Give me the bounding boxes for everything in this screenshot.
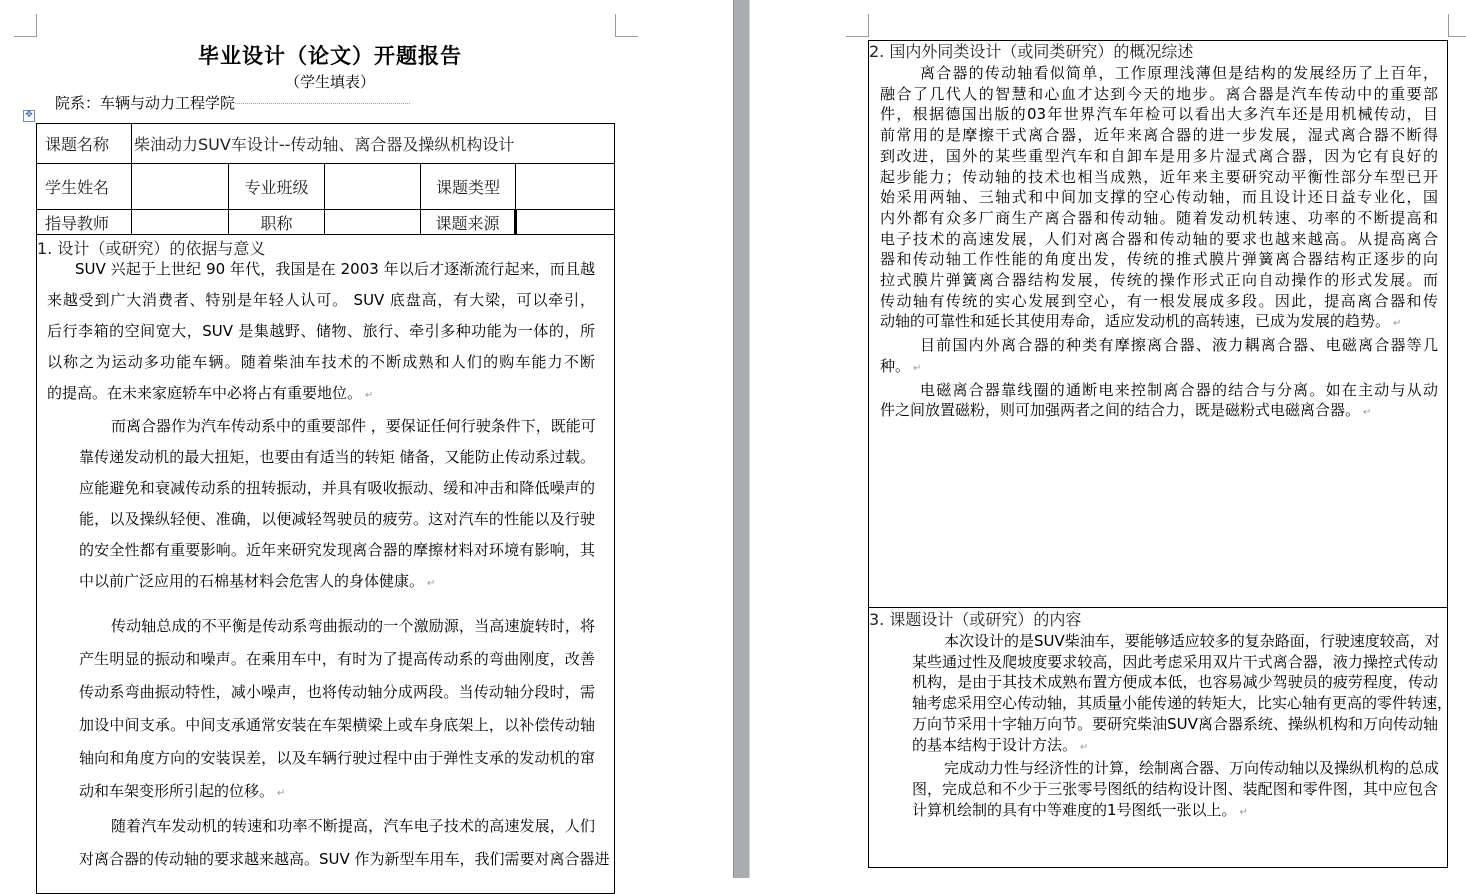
text-line: 目前国内外离合器的种类有摩擦离合器、液力耦离合器、电磁离合器等几 [920, 336, 1438, 355]
title-value[interactable] [325, 210, 421, 235]
section-3-heading: 3. 课题设计（或研究）的内容 [869, 610, 1082, 629]
text-line: 后行李箱的空间宽大，SUV 是集越野、储物、旅行、牵引多种功能为一体的，所 [47, 322, 595, 340]
class-value[interactable] [325, 164, 421, 210]
text-line: 加设中间支承。中间支承通常安装在车架横梁上或车身底架上，以补偿传动轴 [79, 716, 595, 734]
text-line: 轴考虑采用空心传动轴，其质量小能传递的转矩大，比实心轴有更高的零件转速， [912, 694, 1453, 713]
paragraph [47, 810, 610, 876]
page-corner-mark [14, 14, 37, 37]
fill-leader [235, 103, 410, 104]
department-line [55, 92, 410, 113]
advisor-value[interactable] [132, 210, 229, 235]
text-line: 对离合器的传动轴的要求越来越高。SUV 作为新型车用车，我们需要对离合器进 [79, 850, 610, 868]
topic-value[interactable]: 柴油动力SUV车设计--传动轴、离合器及操纵机构设计 [132, 124, 615, 164]
section-1-body [47, 254, 610, 876]
text-line: 随着汽车发动机的转速和功率不断提高，汽车电子技术的高速发展，人们 [111, 817, 595, 835]
text-line: 某些通过性及爬坡度要求较高，因此考虑采用双片干式离合器，液力操控式传动 [912, 652, 1438, 671]
paragraph [47, 610, 595, 810]
text-line: 件，根据德国出版的03年世界汽车年检可以看出大多汽车还是用机械传动，目 [880, 105, 1438, 124]
text-line: 而离合器作为汽车传动系中的重要部件 ，要保证任何行驶条件下，既能可 [111, 417, 596, 435]
paragraph [880, 335, 1438, 379]
page-corner-mark [1448, 14, 1466, 37]
text-line: 的提高。在未来家庭轿车中必将占有重要地位。 ↵ [47, 378, 595, 411]
section-2-cell[interactable] [869, 41, 1439, 424]
page-corner-mark [846, 14, 869, 37]
section-3-cell[interactable] [869, 609, 1453, 823]
department-label: 院系：车辆与动力工程学院 [55, 94, 236, 112]
cell-divider [869, 607, 1447, 608]
text-line: 前常用的是摩擦干式离合器，近年来离合器的进一步发展，湿式离合器不断得 [880, 126, 1438, 145]
text-line: 本次设计的是SUV柴油车，要能够适应较多的复杂路面，行驶速度较高，对 [944, 632, 1440, 650]
source-label: 课题来源 [421, 210, 516, 235]
text-line: 离合器的传动轴看似简单，工作原理浅薄但是结构的发展经历了上百年， [920, 64, 1438, 82]
text-line: 靠传递发动机的最大扭矩，也要由有适当的转矩 储备，又能防止传动系过载。 [79, 448, 595, 466]
student-value[interactable] [132, 164, 229, 210]
paragraph [47, 254, 595, 411]
text-line: 传动轴总成的不平衡是传动系弯曲振动的一个激励源，当高速旋转时，将 [111, 617, 595, 635]
text-line: 到改进，国外的某些重型汽车和自卸车是用多片湿式离合器，因为它有良好的 [880, 146, 1438, 165]
text-line: 以称之为运动多功能车辆。随着柴油车技术的不断成熟和人们的购车能力不断 [47, 353, 595, 371]
section-2-heading: 2. 国内外同类设计（或同类研究）的概况综述 [869, 42, 1194, 61]
text-line: 拉式膜片弹簧离合器结构发展，传统的操作形式正向自动操作的形式发展。而 [880, 271, 1438, 290]
text-line: 起步能力；传动轴的技术也相当成熟，近年来主要研究动平衡性部分车型已开 [880, 167, 1438, 186]
text-line: 的基本结构于设计方法。 ↵ [880, 735, 1438, 759]
text-line: 计算机绘制的具有中等难度的1号图纸一张以上。 ↵ [880, 800, 1438, 824]
text-line: 中以前广泛应用的石棉基材料会危害人的身体健康。 ↵ [47, 566, 595, 599]
text-line: 始采用两轴、三轴式和中间加支撑的空心传动轴，而且设计还日益专业化，国 [880, 188, 1438, 207]
text-line: 动轴的可靠性和延长其使用寿命，适应发动机的高转速，已成为发展的趋势。 ↵ [880, 311, 1438, 335]
paragraph [880, 758, 1438, 823]
source-value[interactable] [516, 210, 615, 235]
text-line: 能，以及操纵轻便、准确，以便减轻驾驶员的疲劳。这对汽车的性能以及行驶 [79, 510, 595, 528]
text-line: 图，完成总和不少于三张零号图纸的结构设计图、装配图和零件图，其中应包含 [912, 779, 1438, 798]
info-table [36, 123, 615, 235]
topic-label: 课题名称 [37, 124, 132, 164]
section-1-heading: 1. 设计（或研究）的依据与意义 [37, 239, 266, 258]
text-line: 产生明显的振动和噪声。在乘用车中，有时为了提高传动系的弯曲刚度，改善 [79, 650, 595, 668]
text-line: SUV 兴起于上世纪 90 年代，我国是在 2003 年以后才逐渐流行起来，而且越 [75, 260, 595, 278]
class-label: 专业班级 [229, 164, 325, 210]
table-move-handle-icon[interactable]: ✥ [23, 110, 35, 122]
section-1-cell[interactable] [36, 234, 615, 894]
student-label: 学生姓名 [37, 164, 132, 210]
type-value[interactable] [516, 164, 615, 210]
text-line: 的安全性都有重要影响。近年来研究发现离合器的摩擦材料对环境有影响，其 [79, 541, 595, 559]
section-2-body [869, 63, 1439, 424]
text-line: 电磁离合器靠线圈的通断电来控制离合器的结合与分离。如在主动与从动 [920, 380, 1438, 399]
document-page-2[interactable] [750, 0, 1466, 878]
page-gap [733, 0, 750, 878]
document-subtitle: （学生填表） [284, 73, 375, 91]
text-line: 完成动力性与经济性的计算，绘制离合器、万向传动轴以及操纵机构的总成 [944, 759, 1440, 778]
paragraph [880, 631, 1453, 758]
text-line: 件之间放置磁粉，则可加强两者之间的结合力，既是磁粉式电磁离合器。 ↵ [880, 400, 1438, 424]
text-line: 轴向和角度方向的安装误差，以及车辆行驶过程中由于弹性支承的发动机的窜 [79, 749, 595, 767]
sections-table [868, 40, 1453, 868]
text-line: 动和车架变形所引起的位移。 ↵ [47, 775, 595, 810]
text-line: 来越受到广大消费者、特别是年轻人认可。 SUV 底盘高，有大梁，可以牵引， [47, 291, 595, 309]
advisor-label: 指导教师 [37, 210, 132, 235]
text-line: 传动轴有传统的实心发展到空心，有一根发展成多段。因此，提高离合器和传 [880, 291, 1438, 310]
type-label: 课题类型 [421, 164, 516, 210]
document-title: 毕业设计（论文）开题报告 [198, 44, 462, 68]
text-line: 应能避免和衰减传动系的扭转振动，并具有吸收振动、缓和冲击和降低噪声的 [79, 479, 595, 497]
text-line: 机构，是由于其技术成熟布置方便成本低，也容易减少驾驶员的疲劳程度，传动 [912, 673, 1438, 692]
text-line: 内外都有众多厂商生产离合器和传动轴。随着发动机转速、功率的不断提高和 [880, 208, 1438, 227]
document-page-1[interactable] [0, 0, 733, 878]
text-line: 传动系弯曲振动特性，减小噪声，也将传动轴分成两段。当传动轴分段时，需 [79, 683, 595, 701]
text-line: 种。 ↵ [880, 356, 1438, 380]
text-line: 电子技术的高速发展，人们对离合器和传动轴的要求也越来越高。从提高离合 [880, 229, 1438, 248]
page-corner-mark [615, 14, 638, 37]
paragraph [880, 63, 1438, 335]
text-line: 万向节采用十字轴万向节。要研究柴油SUV离合器系统、操纵机构和万向传动轴 [912, 714, 1438, 733]
text-line: 器和传动轴工作性能的角度出发，传统的推式膜片弹簧离合器结构正逐步的向 [880, 250, 1438, 269]
paragraph [880, 380, 1438, 424]
section-3-body [869, 631, 1453, 823]
paragraph [47, 411, 595, 599]
title-label: 职称 [229, 210, 325, 235]
text-line: 融合了几代人的智慧和心血才达到今天的地步。离合器是汽车传动中的重要部 [880, 84, 1438, 103]
